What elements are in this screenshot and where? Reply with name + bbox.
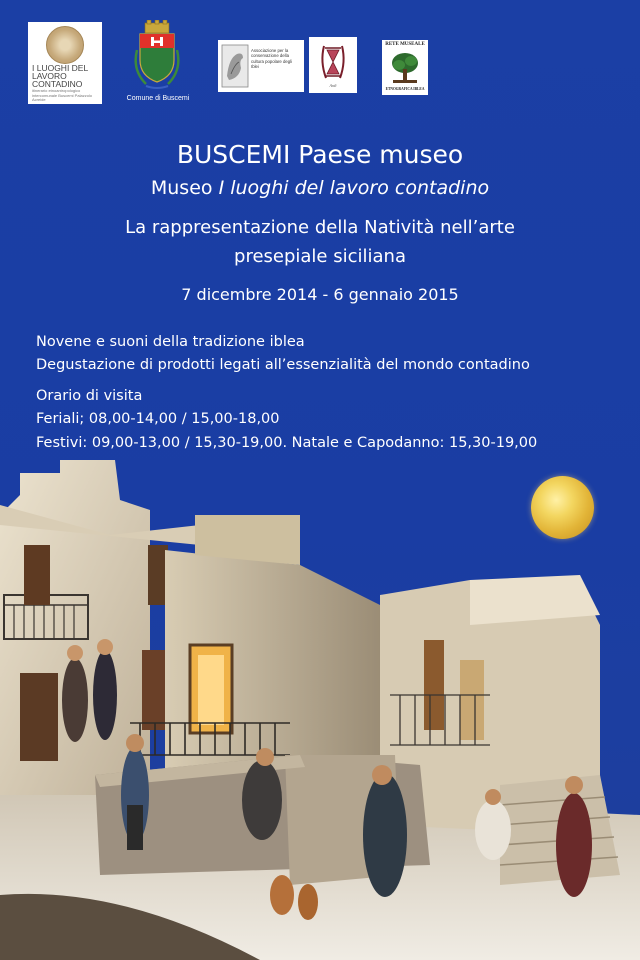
subtitle-plain: Museo — [150, 177, 219, 199]
nativity-village-scene — [0, 455, 640, 960]
shell-emblem-icon — [46, 26, 84, 64]
comune-crest-icon — [132, 20, 182, 92]
page-title: BUSCEMI Paese museo — [176, 140, 464, 169]
hours-festivi: Festivi: 09,00-13,00 / 15,30-19,00. Natale e Capodanno: 15,30-19,00 — [36, 435, 538, 451]
exhibit-title-line2: presepiale siciliana — [234, 246, 406, 267]
exhibit-dates: 7 dicembre 2014 - 6 gennaio 2015 — [181, 285, 459, 304]
events-line1: Novene e suoni della tradizione iblea — [36, 334, 305, 350]
tree-icon — [390, 51, 420, 85]
exhibit-title-line1: La rappresentazione della Natività nell’arte — [125, 217, 515, 238]
hours-heading: Orario di visita — [36, 388, 143, 404]
comune-label: Comune di Buscemi — [126, 95, 190, 102]
events-line2: Degustazione di prodotti legati all’essenzialità del mondo contadino — [36, 357, 530, 373]
associazione-text: Associazione per la conservazione della cultura popolare degli Iblei — [251, 48, 293, 70]
luoghi-lavoro-logo — [28, 22, 102, 104]
dove-emblem-icon — [221, 44, 249, 88]
rete-museale-logo — [382, 40, 428, 95]
rete-bottom-text: ETNOGRAFICA IBLEA — [385, 87, 425, 91]
rete-top-text: RETE MUSEALE — [385, 42, 425, 47]
hours-feriali: Feriali; 08,00-14,00 / 15,00-18,00 — [36, 411, 280, 427]
associazione-logo — [218, 40, 304, 92]
luoghi-logo-sub: itinerario etnoantropologico intercomunale Buscemi Palazzolo Acreide — [32, 88, 93, 102]
ardi-text: Ardi — [329, 83, 337, 88]
ardi-logo — [309, 37, 357, 93]
luoghi-logo-title: I LUOGHI DEL LAVORO CONTADINO — [32, 63, 88, 89]
subtitle-italic: I luoghi del lavoro contadino — [218, 177, 490, 199]
museum-subtitle — [0, 177, 640, 199]
hourglass-lyre-icon — [318, 42, 348, 82]
